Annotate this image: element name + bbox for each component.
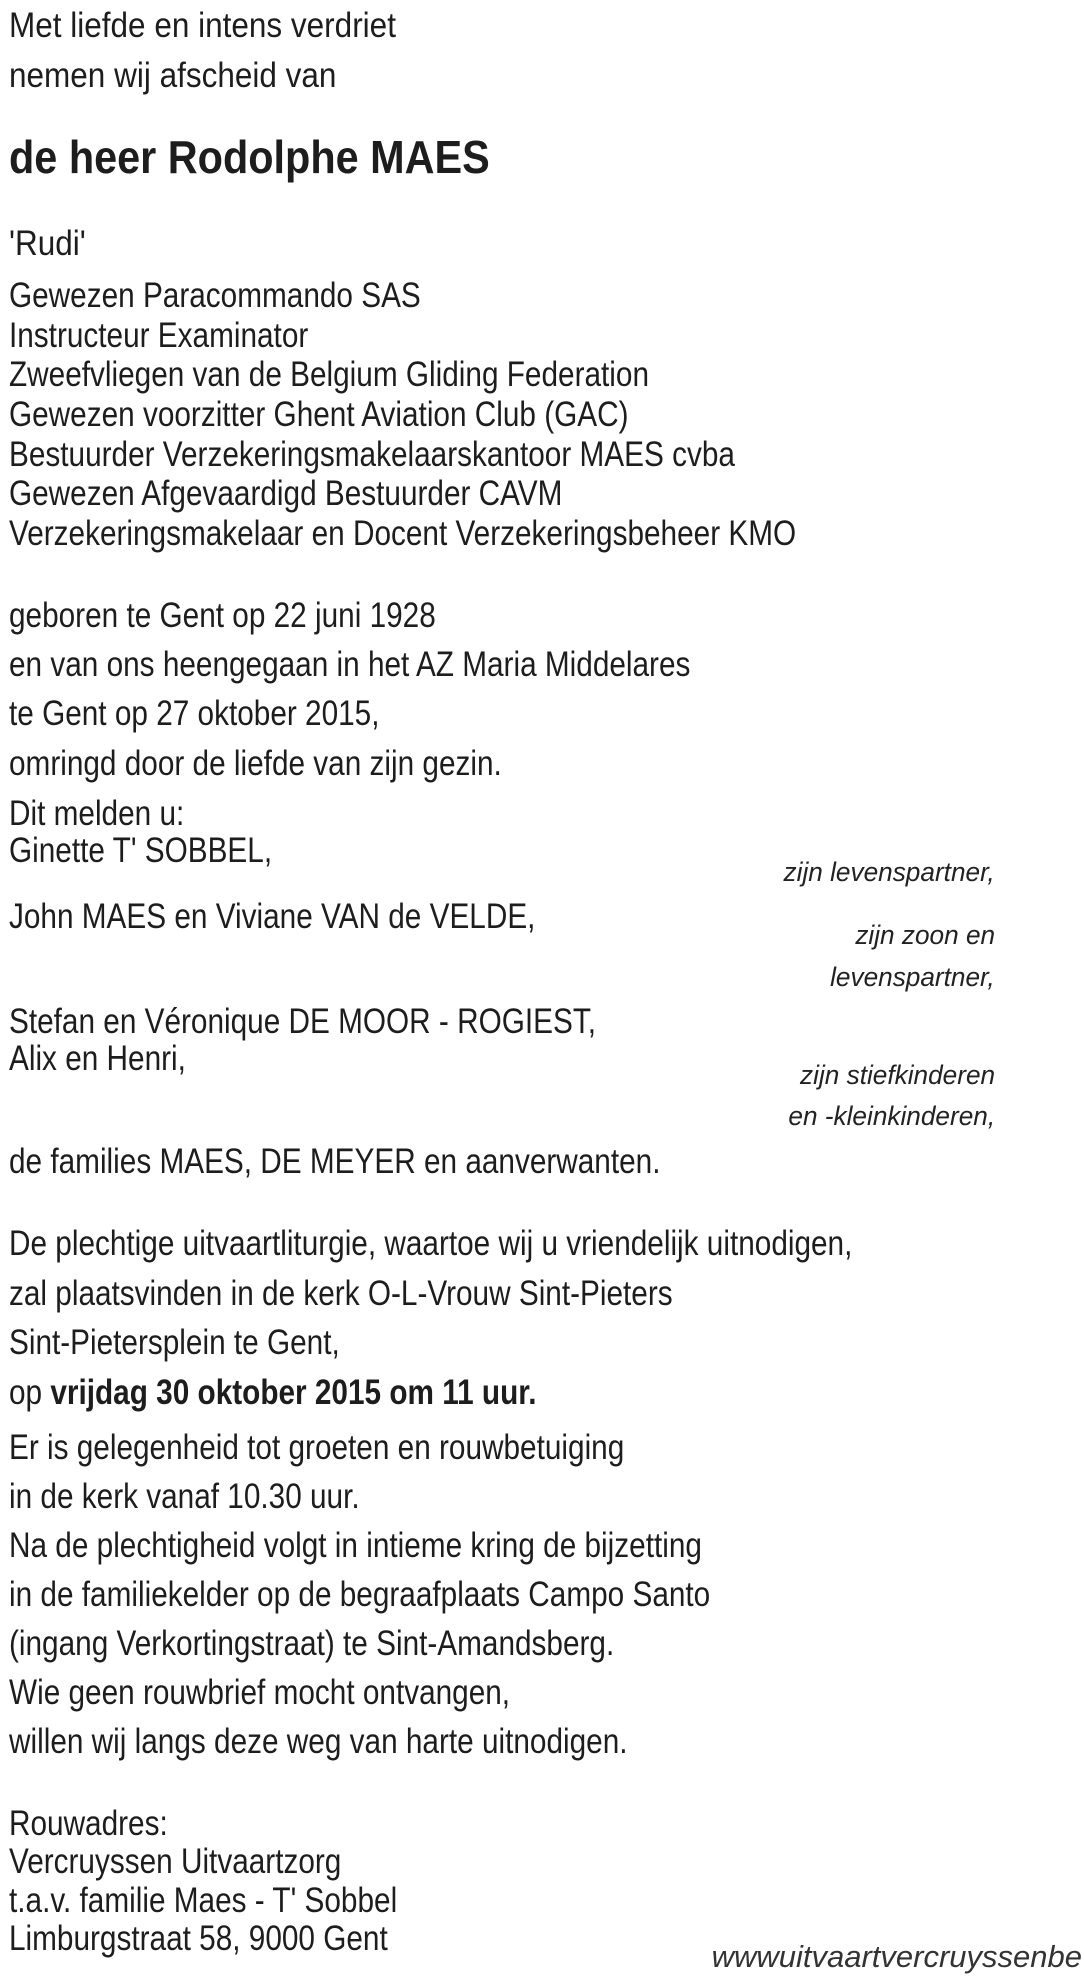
relative-name: de families MAES, DE MEYER en aanverwanten. [9, 1142, 661, 1181]
ceremony-line: Sint-Pietersplein te Gent, [9, 1323, 340, 1362]
ceremony-detail: Wie geen rouwbrief mocht ontvangen, [9, 1673, 511, 1712]
mourning-address-line: Vercruyssen Uitvaartzorg [9, 1842, 342, 1881]
ceremony-date-line [9, 1375, 536, 1410]
ceremony-detail: in de kerk vanaf 10.30 uur. [9, 1477, 360, 1516]
ceremony-date: vrijdag 30 oktober 2015 om 11 uur. [50, 1373, 537, 1412]
life-line: en van ons heengegaan in het AZ Maria Middelares [9, 645, 691, 684]
relative-name: Stefan en Véronique DE MOOR - ROGIEST, [9, 1002, 596, 1041]
intro-line-1: Met liefde en intens verdriet [9, 6, 396, 45]
ceremony-detail: (ingang Verkortingstraat) te Sint-Amandsberg. [9, 1624, 615, 1663]
relation-label: zijn zoon en [855, 920, 995, 950]
relation-label: zijn stiefkinderen [799, 1060, 995, 1090]
mourning-address-label: Rouwadres: [9, 1804, 168, 1843]
ceremony-detail: willen wij langs deze weg van harte uitnodigen. [9, 1722, 628, 1761]
honor-line: Zweefvliegen van de Belgium Gliding Federation [9, 355, 649, 394]
relation-label: levenspartner, [830, 962, 995, 992]
ceremony-detail: Er is gelegenheid tot groeten en rouwbetuiging [9, 1428, 625, 1467]
announced-by-label: Dit melden u: [9, 794, 185, 833]
honor-line: Verzekeringsmakelaar en Docent Verzekeringsbeheer KMO [9, 514, 797, 553]
relation-label: en -kleinkinderen, [788, 1101, 995, 1131]
mourning-address-line: Limburgstraat 58, 9000 Gent [9, 1919, 388, 1958]
honor-line: Gewezen Afgevaardigd Bestuurder CAVM [9, 474, 563, 513]
life-line: geboren te Gent op 22 juni 1928 [9, 596, 436, 635]
honor-line: Instructeur Examinator [9, 316, 309, 355]
relation-label: zijn levenspartner, [783, 857, 995, 887]
ceremony-date-prefix: op [9, 1373, 51, 1412]
mourning-address-line: t.a.v. familie Maes - T' Sobbel [9, 1881, 398, 1920]
life-line: omringd door de liefde van zijn gezin. [9, 744, 502, 783]
deceased-nickname: 'Rudi' [9, 224, 86, 263]
honor-line: Gewezen voorzitter Ghent Aviation Club (GAC) [9, 395, 629, 434]
intro-line-2: nemen wij afscheid van [9, 56, 337, 95]
life-line: te Gent op 27 oktober 2015, [9, 694, 380, 733]
honor-line: Bestuurder Verzekeringsmakelaarskantoor MAES cvba [9, 435, 735, 474]
relative-name: Ginette T' SOBBEL, [9, 831, 273, 870]
deceased-name: de heer Rodolphe MAES [9, 131, 490, 183]
ceremony-detail: Na de plechtigheid volgt in intieme kring de bijzetting [9, 1526, 702, 1565]
relative-name: Alix en Henri, [9, 1039, 186, 1078]
ceremony-detail: in de familiekelder op de begraafplaats Campo Santo [9, 1575, 711, 1614]
ceremony-line: De plechtige uitvaartliturgie, waartoe wij u vriendelijk uitnodigen, [9, 1224, 853, 1263]
ceremony-line: zal plaatsvinden in de kerk O-L-Vrouw Sint-Pieters [9, 1274, 673, 1313]
funeral-home-website: wwwuitvaartvercruyssenbe [711, 1939, 1082, 1974]
relative-name: John MAES en Viviane VAN de VELDE, [9, 897, 536, 936]
honor-line: Gewezen Paracommando SAS [9, 276, 421, 315]
